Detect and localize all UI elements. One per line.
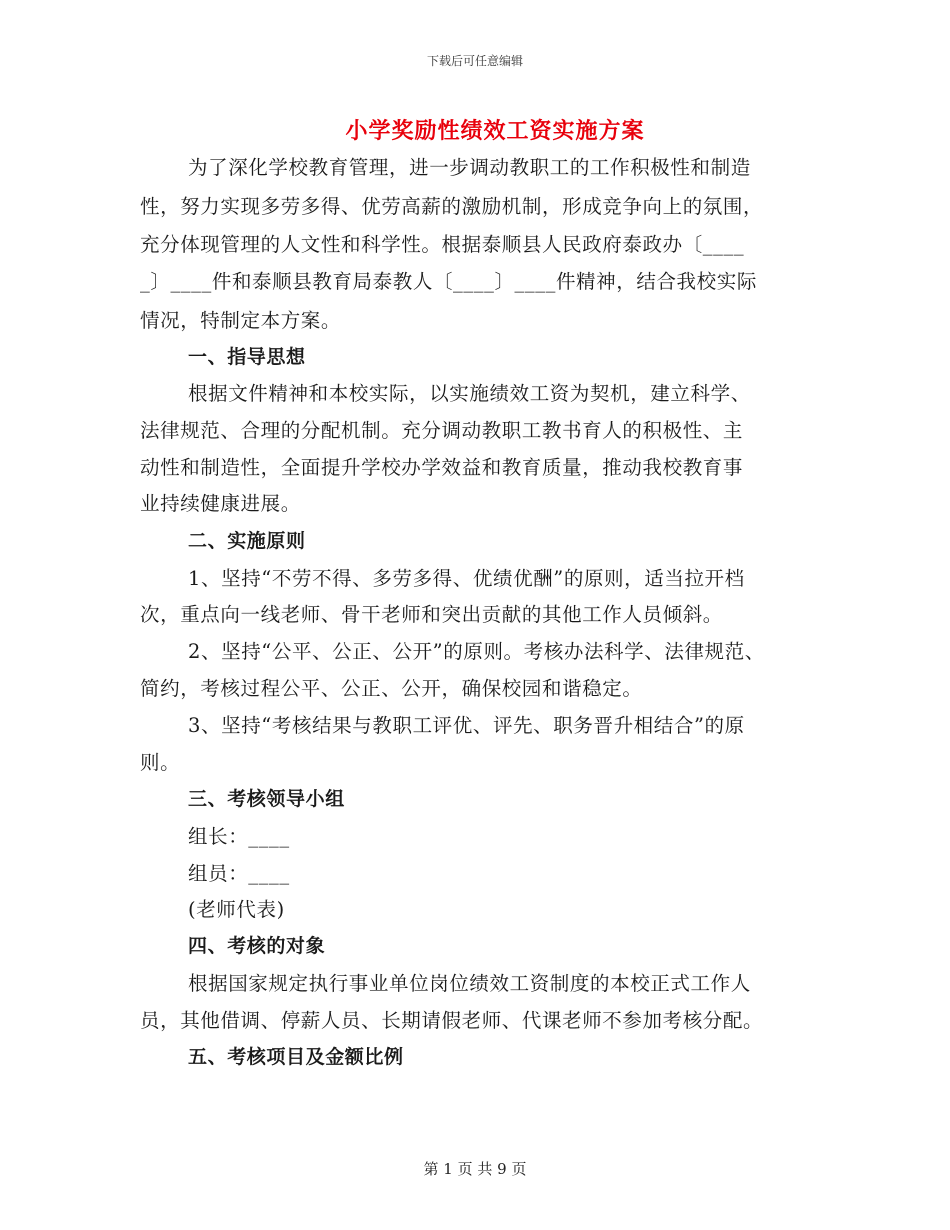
paragraph-line: 业持续健康进展。 xyxy=(140,492,301,515)
principle-2-line: 简约，考核过程公平、公正、公开，确保校园和谐稳定。 xyxy=(140,677,643,700)
intro-line: _〕____件和泰顺县教育局泰教人〔____〕____件精神，结合我校实际 xyxy=(140,270,757,293)
group-members-line: 组员：____ xyxy=(188,862,290,885)
paragraph-line: 根据文件精神和本校实际，以实施绩效工资为契机，建立科学、 xyxy=(188,382,751,405)
paragraph-line: 动性和制造性，全面提升学校办学效益和教育质量，推动我校教育事 xyxy=(140,456,744,479)
section-heading-leadership-group: 三、考核领导小组 xyxy=(188,788,345,810)
principle-2-line: 2、坚持“公平、公正、公开”的原则。考核办法科学、法律规范、 xyxy=(188,640,765,663)
page-number-footer: 第 1 页 共 9 页 xyxy=(423,1160,527,1178)
group-leader-line: 组长：____ xyxy=(188,825,290,848)
header-note: 下载后可任意编辑 xyxy=(426,54,523,68)
intro-line: 情况，特制定本方案。 xyxy=(140,309,342,332)
principle-3-line: 则。 xyxy=(140,751,181,774)
paragraph-line: 法律规范、合理的分配机制。充分调动教职工教书育人的积极性、主 xyxy=(140,419,744,442)
principle-1-line: 次，重点向一线老师、骨干老师和突出贡献的其他工作人员倾斜。 xyxy=(140,603,723,626)
intro-line: 性，努力实现多劳多得、优劳高薪的激励机制，形成竞争向上的氛围， xyxy=(140,195,764,218)
principle-1-line: 1、坚持“不劳不得、多劳多得、优绩优酬”的原则，适当拉开档 xyxy=(188,567,745,590)
teacher-representative-line: (老师代表) xyxy=(188,898,285,921)
intro-line: 为了深化学校教育管理，进一步调动教职工的工作积极性和制造 xyxy=(188,156,751,179)
section-heading-principles: 二、实施原则 xyxy=(188,530,306,552)
paragraph-line: 根据国家规定执行事业单位岗位绩效工资制度的本校正式工作人 xyxy=(188,972,751,995)
paragraph-line: 员，其他借调、停薪人员、长期请假老师、代课老师不参加考核分配。 xyxy=(140,1009,764,1032)
intro-line: 充分体现管理的人文性和科学性。根据泰顺县人民政府泰政办〔____ xyxy=(140,233,745,256)
section-heading-assessment-targets: 四、考核的对象 xyxy=(188,935,326,957)
section-heading-guiding-ideology: 一、指导思想 xyxy=(188,346,306,368)
section-heading-assessment-items: 五、考核项目及金额比例 xyxy=(188,1046,404,1068)
document-title: 小学奖励性绩效工资实施方案 xyxy=(345,119,645,144)
principle-3-line: 3、坚持“考核结果与教职工评优、评先、职务晋升相结合”的原 xyxy=(188,714,745,737)
